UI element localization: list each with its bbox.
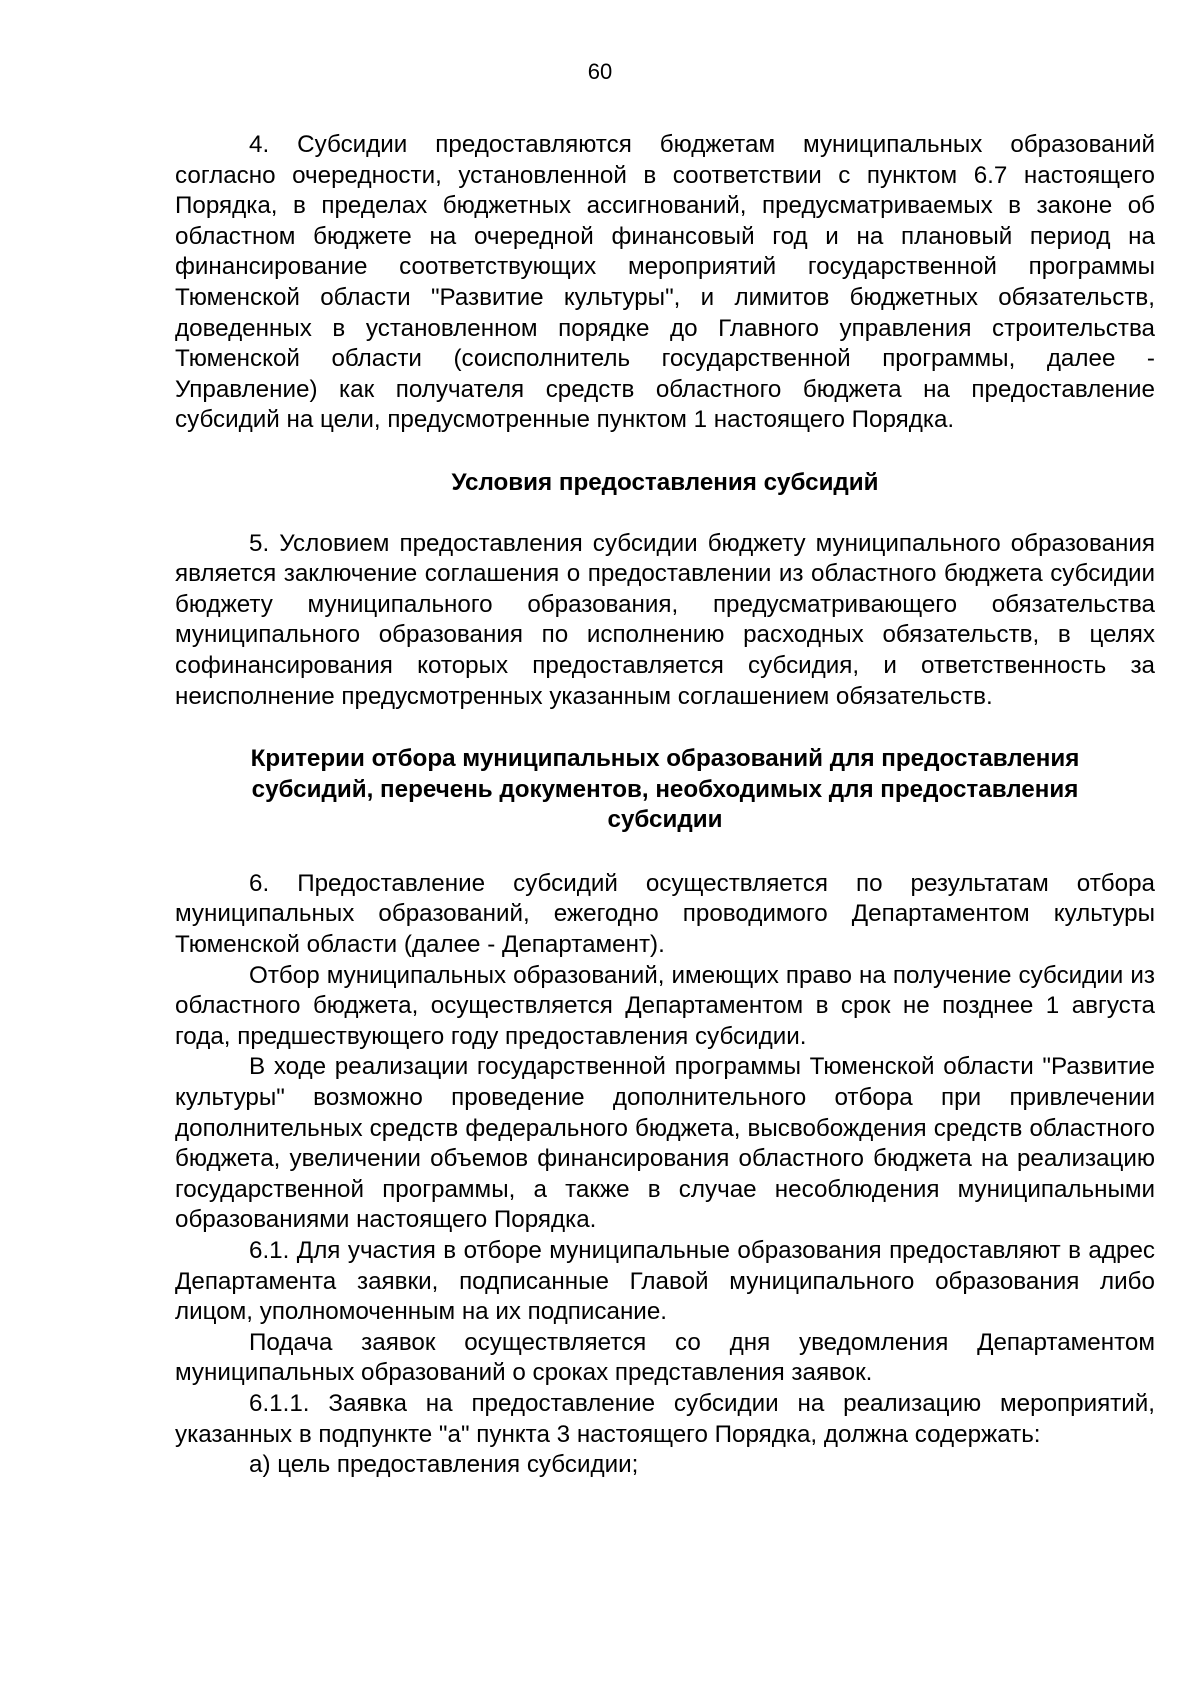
paragraph-4: 4. Субсидии предоставляются бюджетам муниципальных образований согласно очередности, установленной в соответствии с пунктом 6.7 настоящего Порядка, в пределах бюджетных ассигнований, предусматриваемых в законе об областном бюджете на очередной финансовый год и на плановый период на финансирование соответствующих мероприятий государственной программы Тюменской области "Развитие культуры", и лимитов бюджетных обязательств, доведенных в установленном порядке до Главного управления строительства Тюменской области (соисполнитель государственной программы, далее - Управление) как получателя средств областного бюджета на предоставление субсидий на цели, предусмотренные пунктом 1 настоящего Порядка. — [175, 131, 1155, 434]
paragraph-6-1-submission: Подача заявок осуществляется со дня уведомления Департаментом муниципальных образований о сроках представления заявок. — [175, 1328, 1155, 1387]
page-number: 60 — [587, 59, 613, 84]
document-body — [175, 130, 1155, 1481]
paragraph-6-1-1: 6.1.1. Заявка на предоставление субсидии на реализацию мероприятий, указанных в подпункте "а" пункта 3 настоящего Порядка, должна содержать: — [175, 1389, 1155, 1448]
paragraph-6-additional: В ходе реализации государственной программы Тюменской области "Развитие культуры" возможно проведение дополнительного отбора при привлечении дополнительных средств федерального бюджета, высвобождения средств областного бюджета, увеличении объемов финансирования областного бюджета на реализацию государственной программы, а также в случае несоблюдения муниципальными образованиями настоящего Порядка. — [175, 1053, 1155, 1234]
paragraph-a: а) цель предоставления субсидии; — [249, 1451, 639, 1479]
paragraph-6-selection: Отбор муниципальных образований, имеющих право на получение субсидии из областного бюджета, осуществляется Департаментом в срок не позднее 1 августа года, предшествующего году предоставления субсидии. — [175, 961, 1155, 1050]
heading-criteria-line-3: субсидии — [607, 806, 723, 834]
paragraph-6: 6. Предоставление субсидий осуществляется по результатам отбора муниципальных образований, ежегодно проводимого Департаментом культуры Тюменской области (далее - Департамент). — [175, 869, 1155, 959]
paragraph-5: 5. Условием предоставления субсидии бюджету муниципального образования является заключение соглашения о предоставлении из областного бюджета субсидии бюджету муниципального образования, предусматривающего обязательства муниципального образования по исполнению расходных обязательств, в целях софинансирования которых предоставляется субсидия, и ответственность за неисполнение предусмотренных указанным соглашением обязательств. — [175, 529, 1155, 710]
heading-criteria-line-1: Критерии отбора муниципальных образований для предоставления — [250, 745, 1080, 773]
paragraph-6-1: 6.1. Для участия в отборе муниципальные образования предоставляют в адрес Департамента заявки, подписанные Главой муниципального образования либо лицом, уполномоченным на их подписание. — [175, 1237, 1155, 1326]
heading-conditions: Условия предоставления субсидий — [451, 468, 879, 496]
heading-criteria — [175, 744, 1155, 836]
heading-criteria-line-2: субсидий, перечень документов, необходимых для предоставления — [251, 775, 1079, 803]
